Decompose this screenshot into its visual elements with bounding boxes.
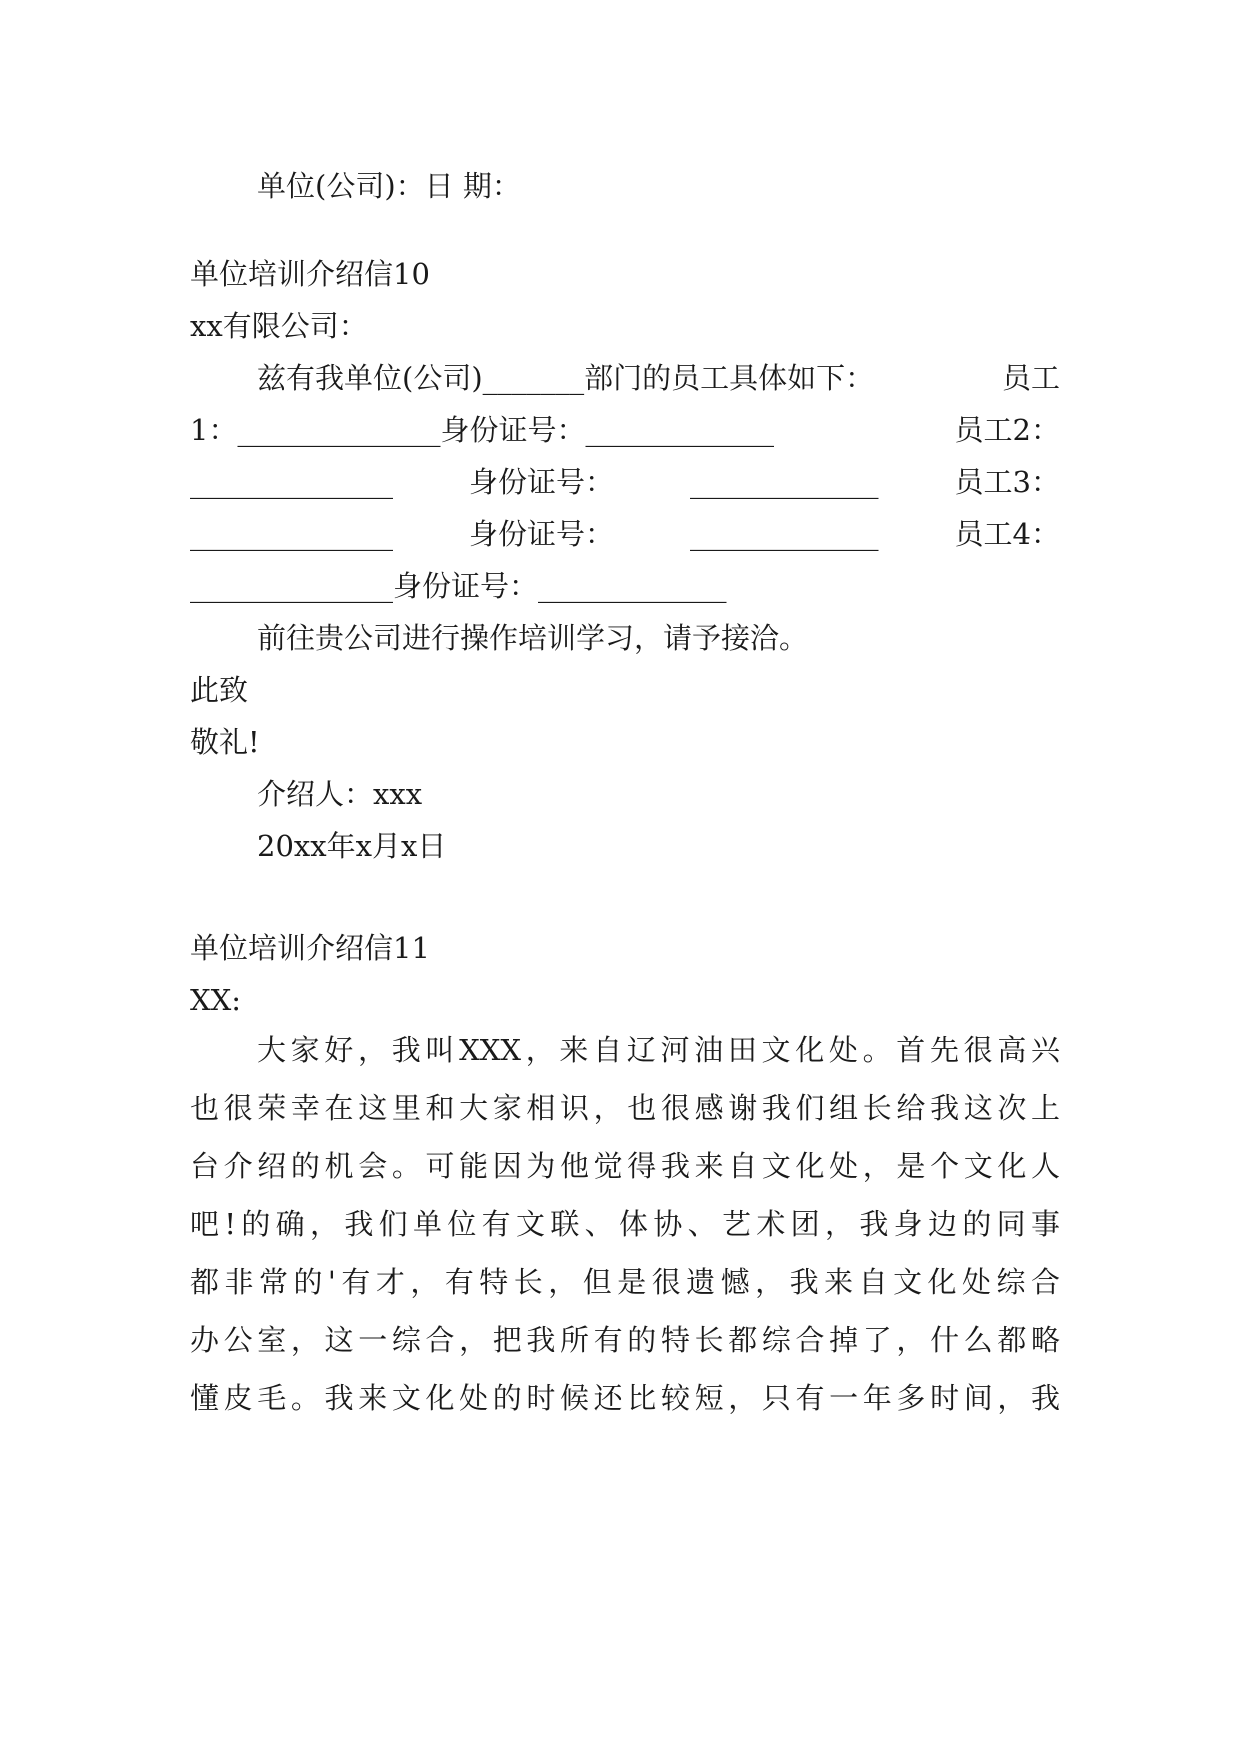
- letter11-addressee: XX:: [190, 983, 242, 1017]
- text-segment: 兹有我单位(公司)_______部门的员工具体如下：: [257, 361, 875, 395]
- letter10-addressee: xx有限公司：: [190, 309, 368, 343]
- text-segment: 员工4：: [954, 517, 1060, 551]
- paragraph-line: 都非常的'有才，有特长，但是很遗憾，我来自文化处综合: [190, 1265, 1060, 1299]
- paragraph-line: 大家好，我叫XXX，来自辽河油田文化处。首先很高兴: [257, 1033, 1060, 1067]
- letter11-paragraph: [190, 1021, 1060, 1427]
- text-segment: 员工2：: [954, 413, 1060, 447]
- letter10-body-line-1: [257, 360, 1060, 396]
- letter10-date: 20xx年x月x日: [257, 829, 447, 863]
- letter10-closing-1: 此致: [190, 673, 249, 707]
- paragraph-line: 办公室，这一综合，把我所有的特长都综合掉了，什么都略: [190, 1323, 1060, 1357]
- text-segment: 身份证号：: [469, 465, 615, 499]
- letter10-body-line-3: [190, 464, 1060, 500]
- letter10-introducer: 介绍人：xxx: [257, 777, 423, 811]
- paragraph-line: 吧!的确，我们单位有文联、体协、艺术团，我身边的同事: [190, 1207, 1060, 1241]
- letter10-body-line-5: ______________身份证号：_____________: [190, 569, 727, 603]
- paragraph-line: 台介绍的机会。可能因为他觉得我来自文化处，是个文化人: [190, 1149, 1060, 1183]
- letter10-body-line-2: [190, 412, 1060, 448]
- text-segment: ______________: [190, 517, 393, 551]
- letter10-request: 前往贵公司进行操作培训学习，请予接洽。: [257, 621, 809, 655]
- text-segment: 1：______________身份证号：_____________: [190, 413, 774, 447]
- company-date-line: 单位(公司)：日 期：: [257, 169, 521, 203]
- letter10-body-line-4: [190, 516, 1060, 552]
- text-segment: 身份证号：: [469, 517, 615, 551]
- text-segment: _____________: [690, 517, 879, 551]
- letter11-title: 单位培训介绍信11: [190, 931, 430, 965]
- letter10-title: 单位培训介绍信10: [190, 257, 430, 291]
- letter10-closing-2: 敬礼!: [190, 725, 260, 759]
- paragraph-line: 懂皮毛。我来文化处的时候还比较短，只有一年多时间，我: [190, 1381, 1060, 1415]
- text-segment: 员工3：: [954, 465, 1060, 499]
- paragraph-line: 也很荣幸在这里和大家相识，也很感谢我们组长给我这次上: [190, 1091, 1060, 1125]
- text-segment: 员工: [1001, 361, 1060, 395]
- text-segment: _____________: [690, 465, 879, 499]
- text-segment: ______________: [190, 465, 393, 499]
